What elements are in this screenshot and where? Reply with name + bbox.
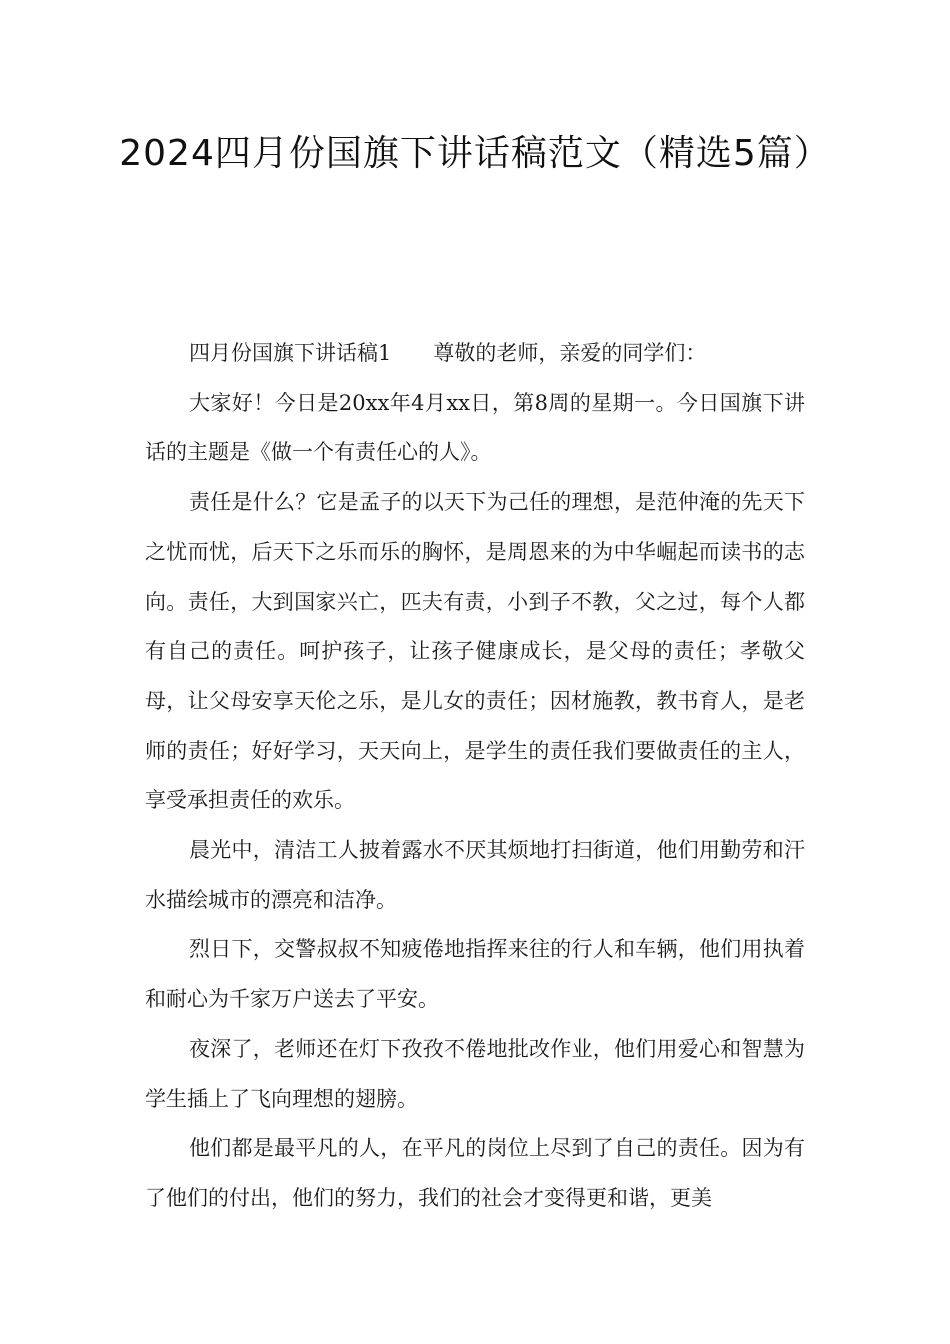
salutation: 尊敬的老师，亲爱的同学们： <box>433 341 707 365</box>
document-body <box>145 329 805 1224</box>
opening-line <box>145 329 805 379</box>
paragraph: 责任是什么？它是孟子的以天下为己任的理想，是范仲淹的先天下之忧而忧，后天下之乐而乐的胸怀，是周恩来的为中华崛起而读书的志向。责任，大到国家兴亡，匹夫有责，小到子不教，父之过，每个人都有自己的责任。呵护孩子，让孩子健康成长，是父母的责任；孝敬父母，让父母安享天伦之乐，是儿女的责任；因材施教，教书育人，是老师的责任；好好学习，天天向上，是学生的责任我们要做责任的主人，享受承担责任的欢乐。 <box>145 490 805 813</box>
paragraph: 他们都是最平凡的人，在平凡的岗位上尽到了自己的责任。因为有了他们的付出，他们的努力，我们的社会才变得更和谐，更美 <box>145 1136 805 1210</box>
paragraph: 夜深了，老师还在灯下孜孜不倦地批改作业，他们用爱心和智慧为学生插上了飞向理想的翅膀。 <box>145 1036 805 1111</box>
paragraph: 大家好！今日是20xx年4月xx日，第8周的星期一。今日国旗下讲话的主题是《做一个有责任心的人》。 <box>145 390 805 465</box>
document-title: 2024四月份国旗下讲话稿范文（精选5篇） <box>119 133 831 174</box>
paragraph: 晨光中，清洁工人披着露水不厌其烦地打扫街道，他们用勤劳和汗水描绘城市的漂亮和洁净。 <box>145 838 805 912</box>
speech-heading: 四月份国旗下讲话稿1 <box>189 341 392 365</box>
paragraph: 烈日下，交警叔叔不知疲倦地指挥来往的行人和车辆，他们用执着和耐心为千家万户送去了平安。 <box>145 937 805 1012</box>
